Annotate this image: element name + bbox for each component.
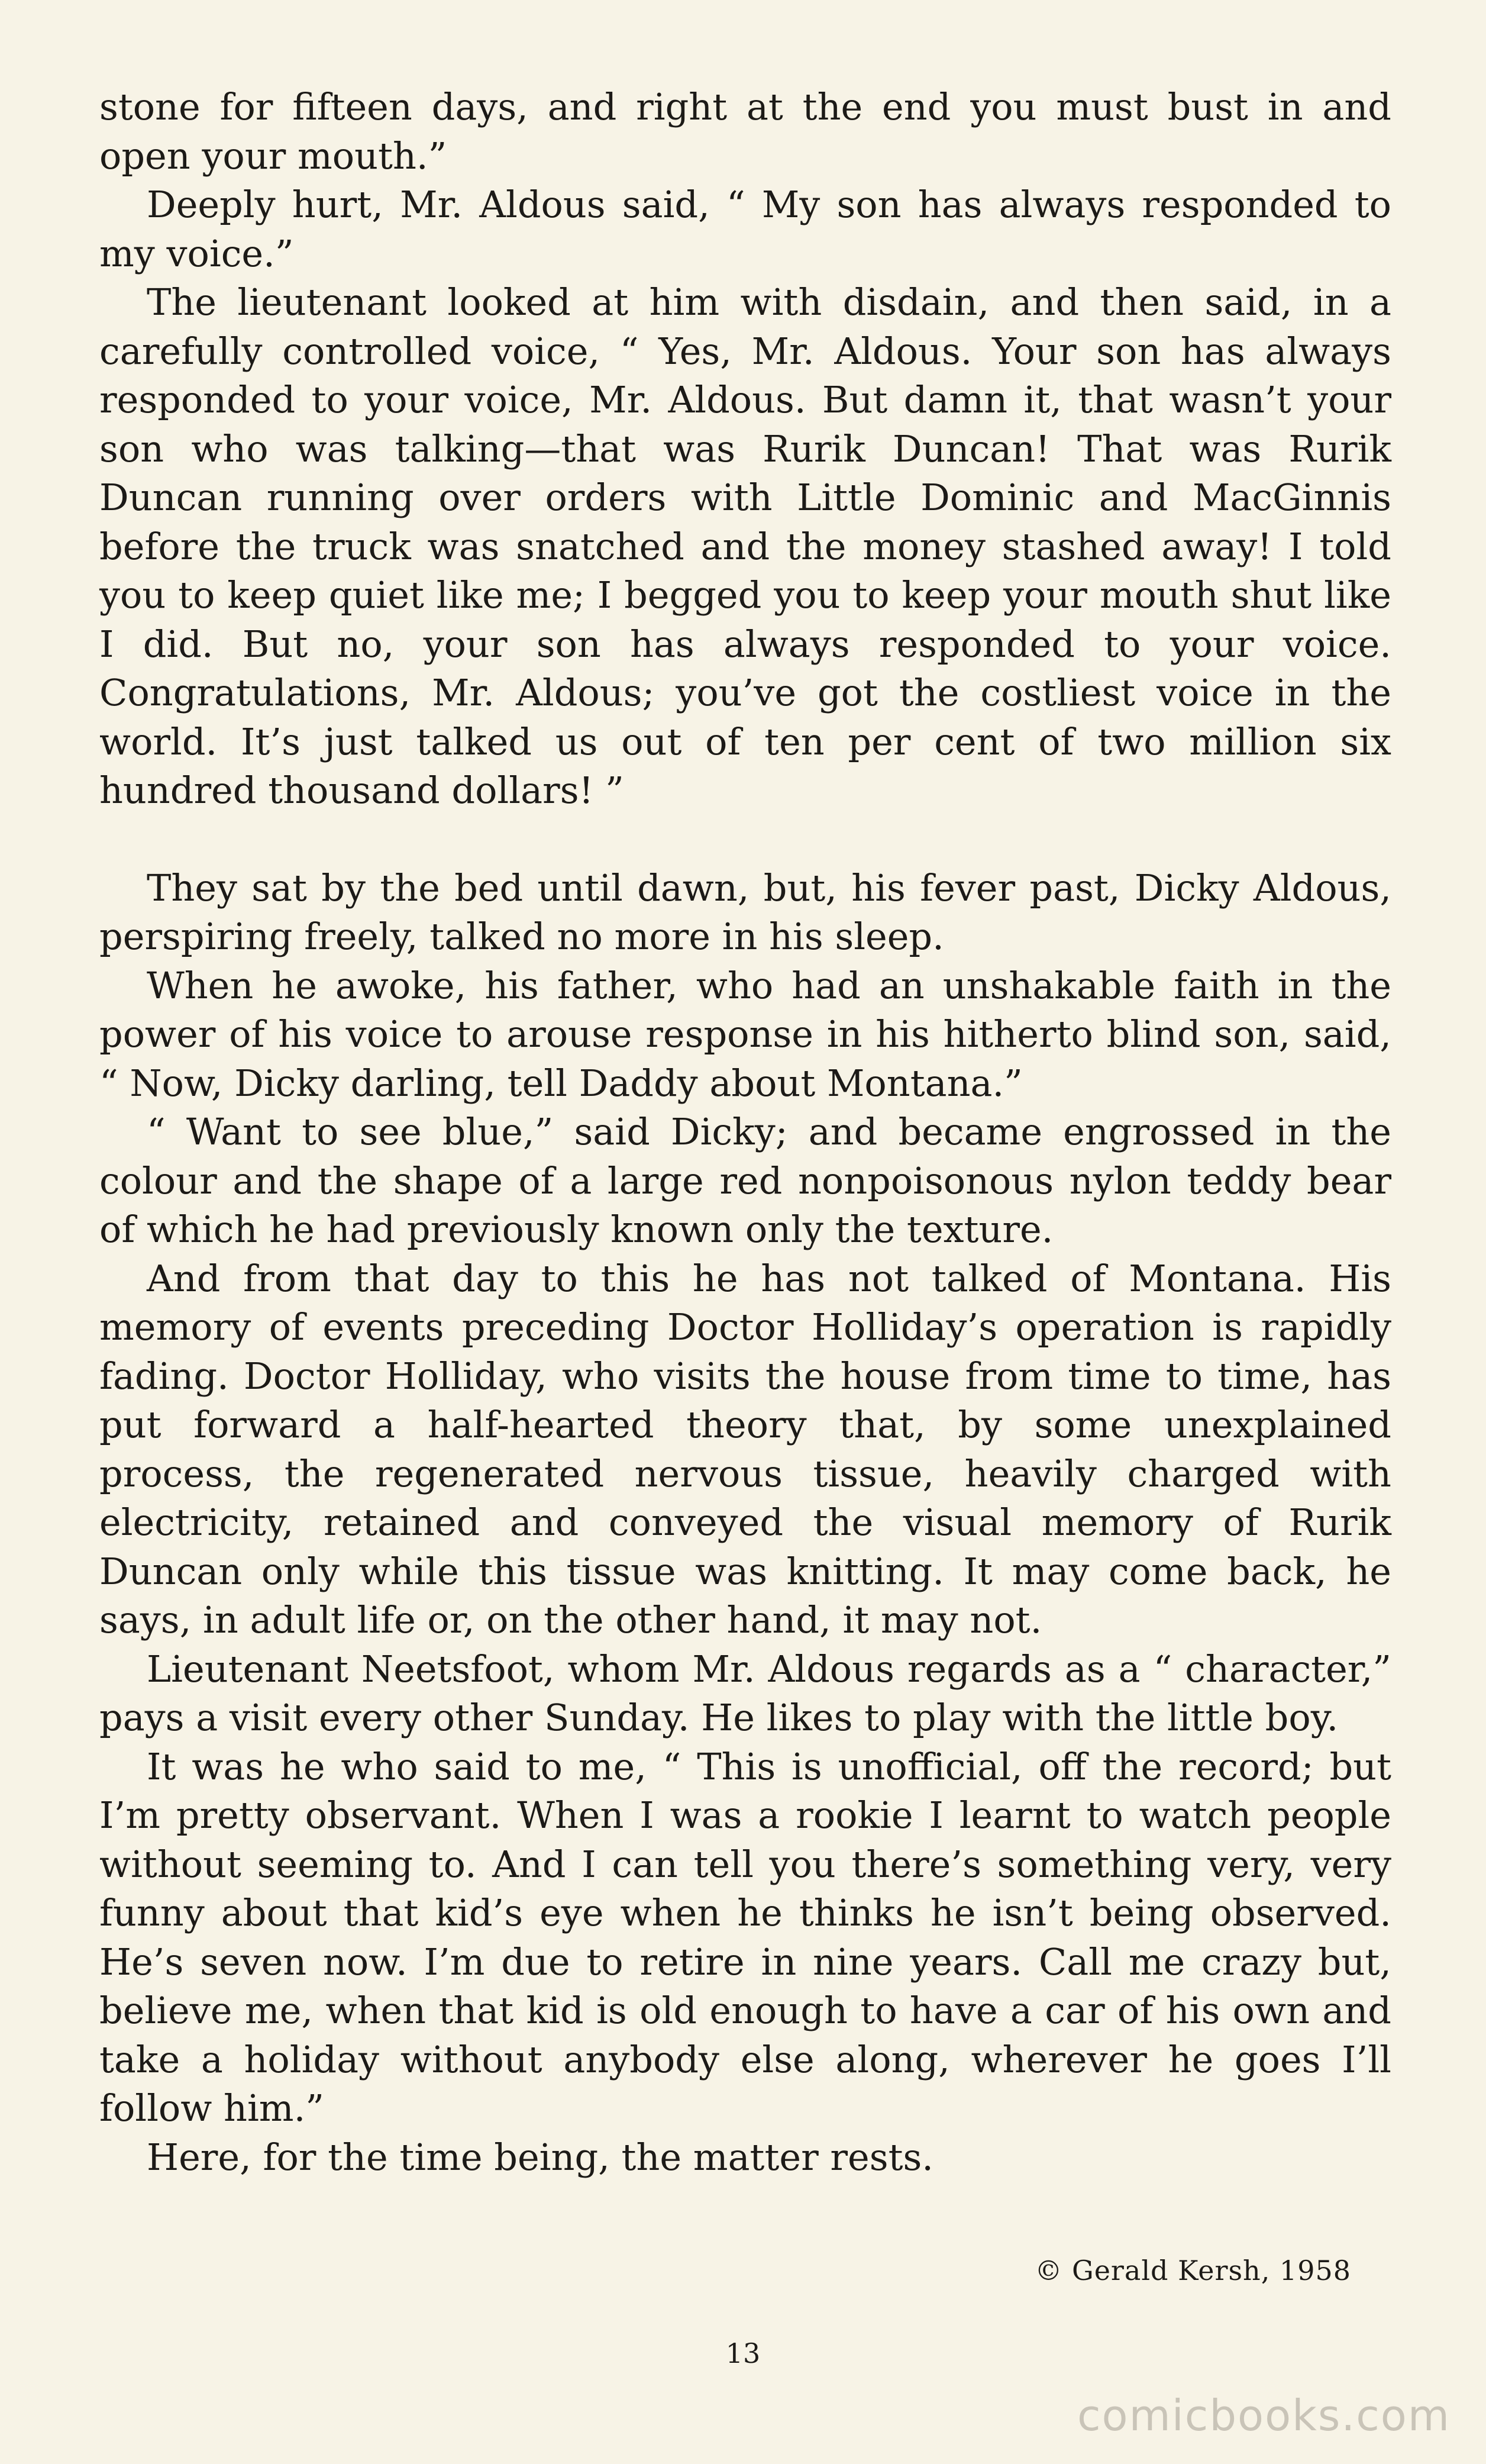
paragraph: They sat by the bed until dawn, but, his fever past, Dicky Aldous, perspiring freely, talked no more in his sleep. [99, 866, 1391, 958]
section-break [99, 815, 1391, 864]
paragraph: When he awoke, his father, who had an unshakable faith in the power of his voice to arouse response in his hitherto blind son, said, “ Now, Dicky darling, tell Daddy about Montana.” [99, 963, 1391, 1105]
paragraph: Here, for the time being, the matter rests. [147, 2135, 934, 2179]
copyright-notice: © Gerald Kersh, 1958 [1035, 2255, 1351, 2286]
watermark: comicbooks.com [1077, 2391, 1451, 2440]
paragraph: Deeply hurt, Mr. Aldous said, “ My son has always responded to my voice.” [99, 183, 1391, 275]
paragraph: And from that day to this he has not talked of Montana. His memory of events preceding Doctor Holliday’s operation is rapidly fading. Doctor Holliday, who visits the house from time to time, has put forward a half-hearted theory that, by some unexplained process, the regenerated nervous tissue, heavily charged with electricity, retained and conveyed the visual memory of Rurik Duncan only while this tissue was knitting. It may come back, he says, in adult life or, on the other hand, it may not. [99, 1256, 1391, 1641]
paragraph: It was he who said to me, “ This is unofficial, off the record; but I’m pretty observant. When I was a rookie I learnt to watch people without seeming to. And I can tell you there’s something very, very funny about that kid’s eye when he thinks he isn’t being observed. He’s seven now. I’m due to retire in nine years. Call me crazy but, believe me, when that kid is old enough to have a car of his own and take a holiday without anybody else along, wherever he goes I’ll follow him.” [99, 1744, 1391, 2130]
paragraph: Lieutenant Neetsfoot, whom Mr. Aldous regards as a “ character,” pays a visit every other Sunday. He likes to play with the little boy. [99, 1647, 1391, 1739]
paragraph: The lieutenant looked at him with disdain, and then said, in a carefully controlled voice, “ Yes, Mr. Aldous. Your son has always responded to your voice, Mr. Aldous. But damn it, that wasn’t your son who was talking—that was Rurik Duncan! That was Rurik Duncan running over orders with Little Dominic and MacGinnis before the truck was snatched and the money stashed away! I told you to keep quiet like me; I begged you to keep your mouth shut like I did. But no, your son has always responded to your voice. Congratulations, Mr. Aldous; you’ve got the costliest voice in the world. It’s just talked us out of ten per cent of two million six hundred thousand dollars! ” [99, 280, 1391, 812]
paragraph: “ Want to see blue,” said Dicky; and became engrossed in the colour and the shape of a large red nonpoisonous nylon teddy bear of which he had previously known only the texture. [99, 1110, 1391, 1251]
paragraph: stone for fifteen days, and right at the end you must bust in and open your mouth.” [99, 85, 1391, 178]
page-number: 13 [725, 2337, 761, 2369]
story-text [99, 83, 1391, 2182]
